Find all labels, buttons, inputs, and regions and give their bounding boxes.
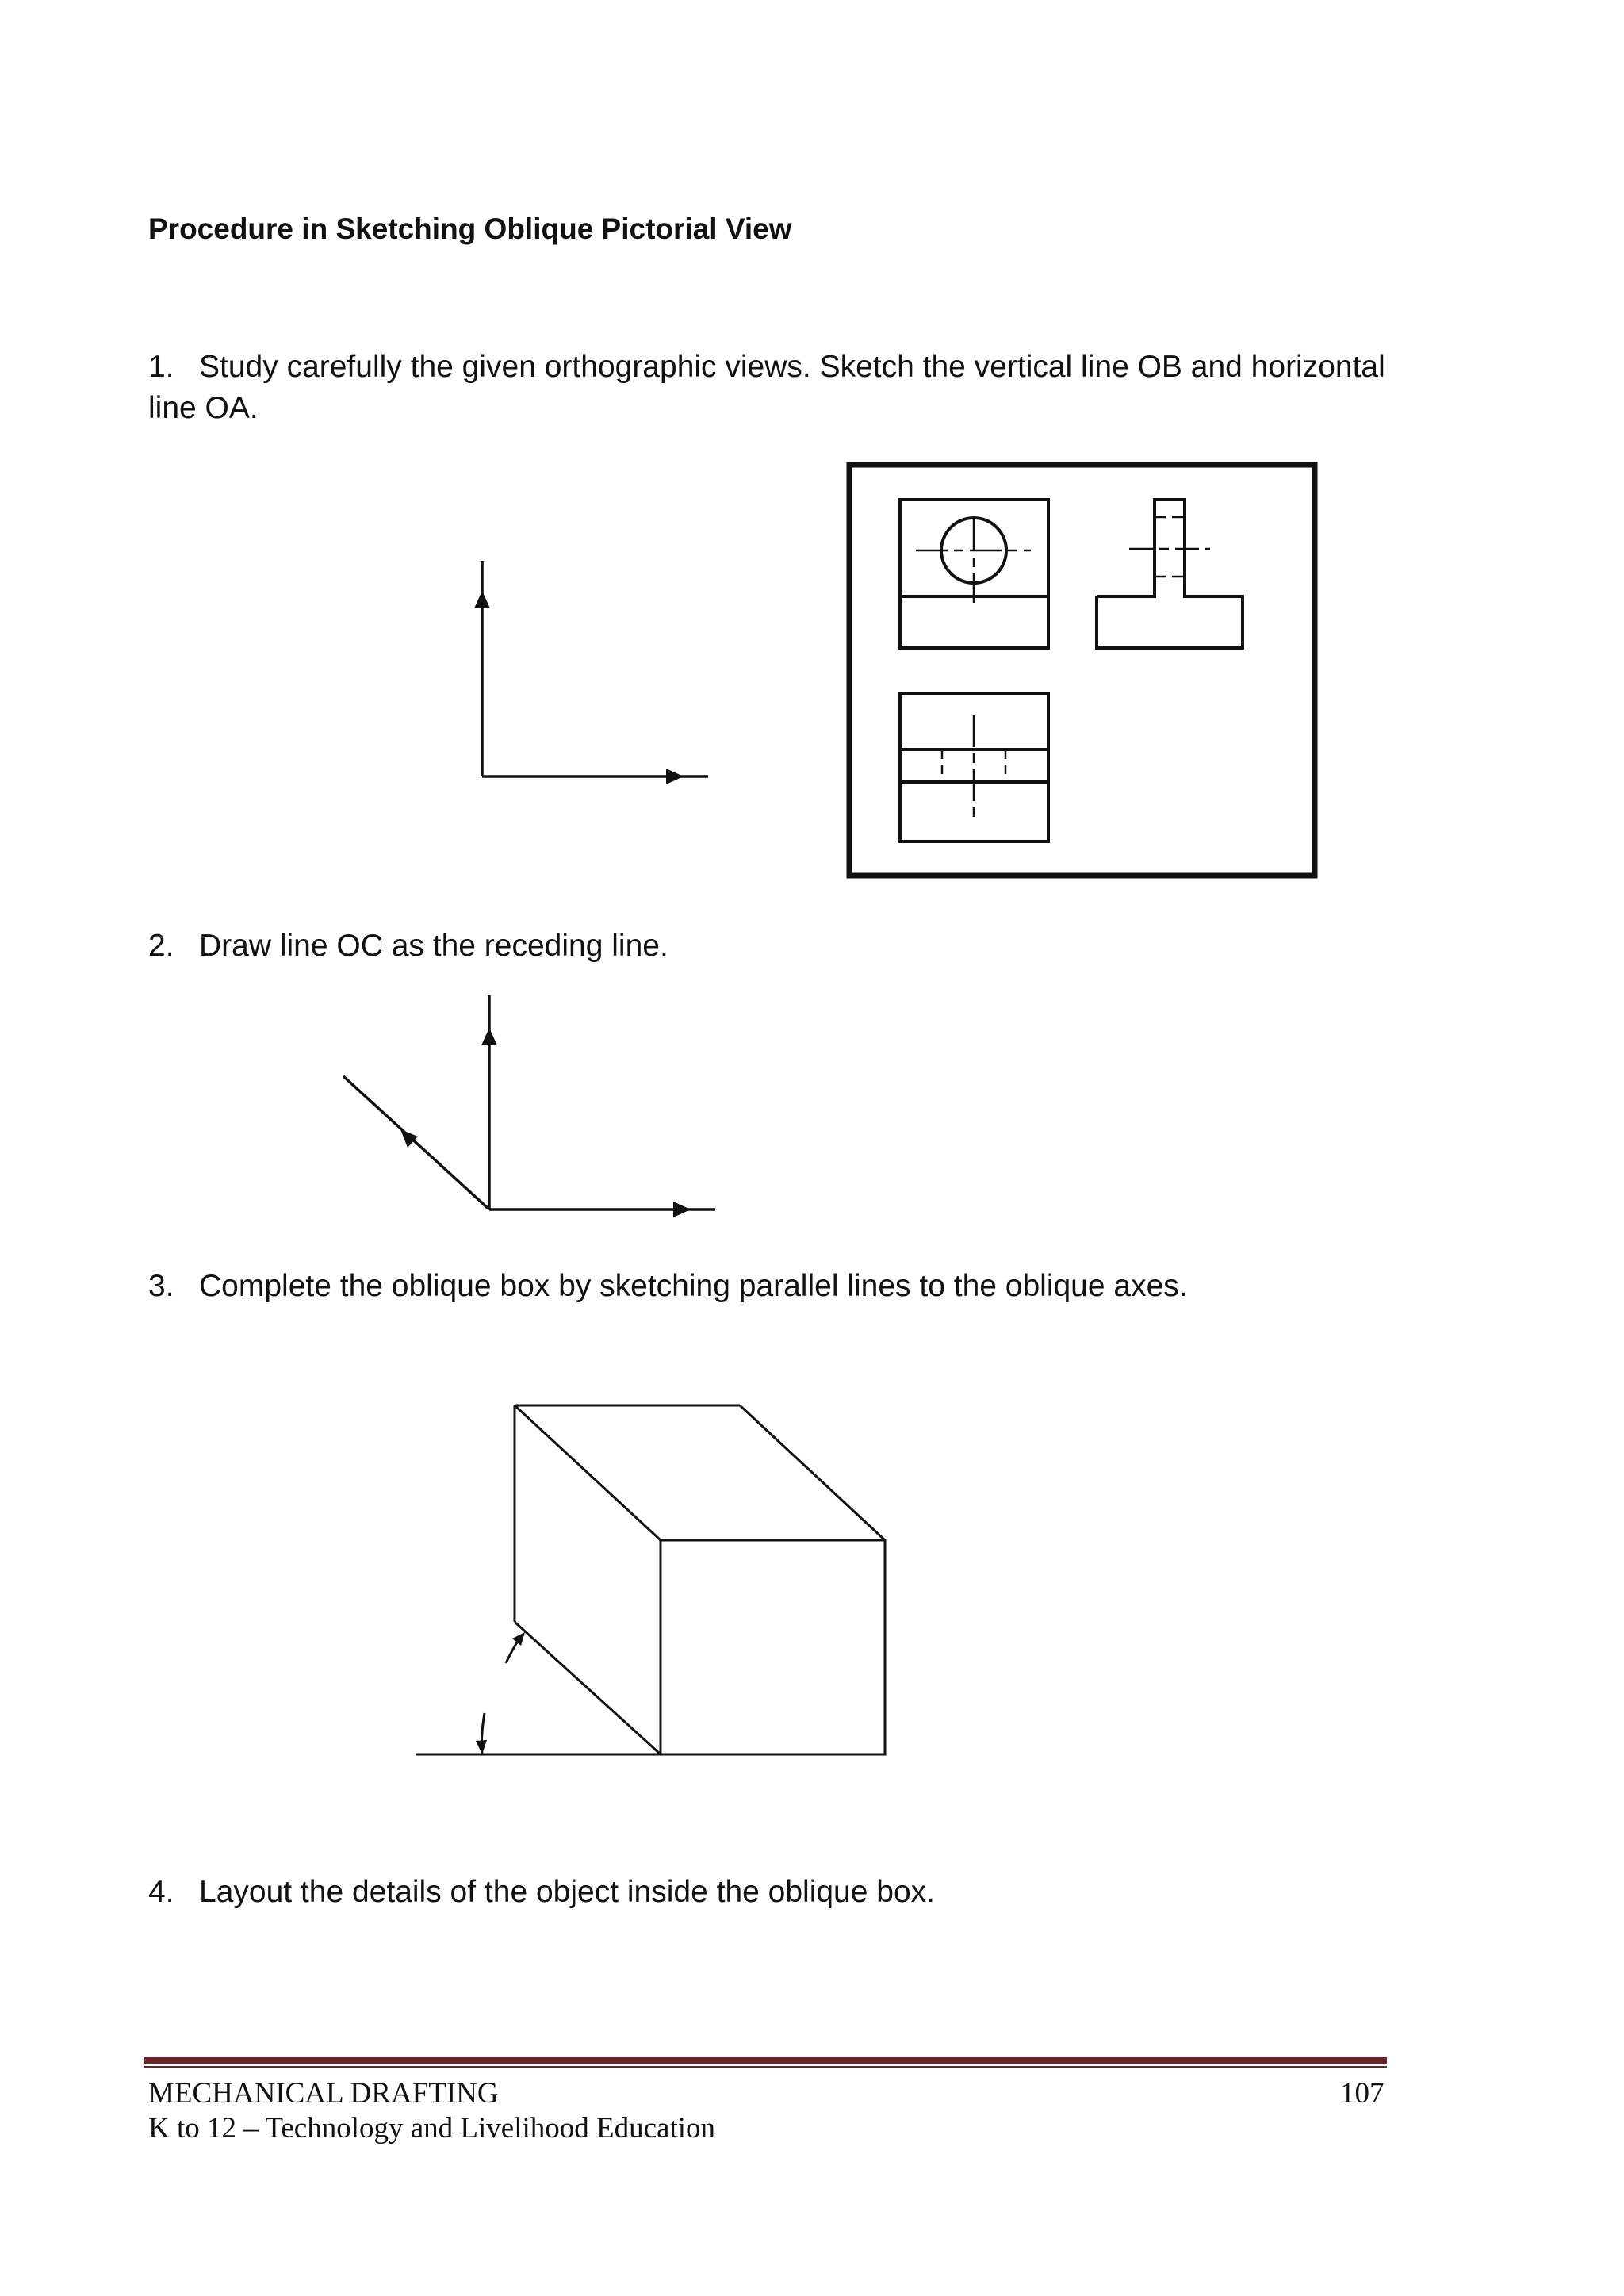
footer-rule: [144, 2057, 1387, 2064]
box-front-face: [661, 1540, 885, 1754]
step-1-number: 1.: [148, 350, 174, 384]
step-1-text: Study carefully the given orthographic views. Sketch the vertical line OB and horizontal line OA.: [148, 350, 1385, 425]
angle-arrow-lower: [476, 1740, 487, 1754]
page-heading: Procedure in Sketching Oblique Pictorial View: [148, 213, 792, 245]
footer-title: MECHANICAL DRAFTING: [148, 2077, 499, 2110]
footer-subtitle: K to 12 – Technology and Livelihood Education: [148, 2112, 716, 2145]
step-4-number: 4.: [148, 1875, 174, 1909]
step-3-number: 3.: [148, 1269, 174, 1303]
step-3-text: Complete the oblique box by sketching parallel lines to the oblique axes.: [199, 1269, 1188, 1303]
step-2-text: Draw line OC as the receding line.: [199, 929, 668, 963]
footer-rule-thin: [144, 2066, 1387, 2068]
step-4: [148, 1872, 935, 1913]
step-2-number: 2.: [148, 929, 174, 963]
step-4-text: Layout the details of the object inside the oblique box.: [199, 1875, 935, 1909]
angle-arrow-upper: [512, 1632, 525, 1646]
page-number: 107: [1340, 2077, 1385, 2110]
